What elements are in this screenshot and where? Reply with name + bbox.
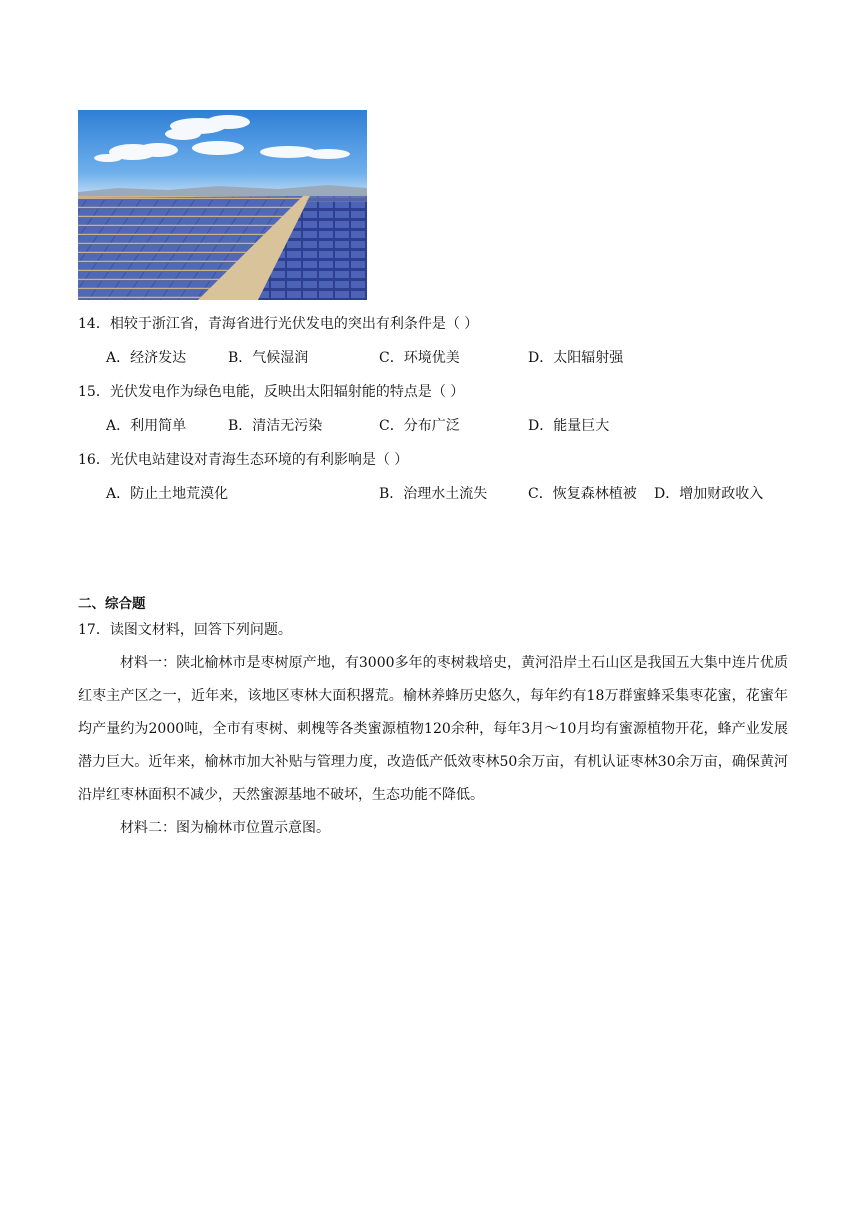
q14-option-c: C．环境优美 [379,350,460,366]
q14-option-b: B．气候湿润 [228,350,309,366]
q14-option-d: D．太阳辐射强 [528,350,624,366]
question-14-stem: 14．相较于浙江省，青海省进行光伏发电的突出有利条件是（ ） [78,316,479,332]
q15-option-c: C．分布广泛 [379,418,460,434]
q16-option-d: D．增加财政收入 [654,486,764,502]
q15-option-a: A．利用简单 [106,418,187,434]
material-one-paragraph: 材料一：陕北榆林市是枣树原产地，有3000多年的枣树栽培史，黄河沿岸土石山区是我国五大集中连片优质红枣主产区之一，近年来，该地区枣林大面积撂荒。榆林养蜂历史悠久，每年约有18万群蜜蜂采集枣花蜜，花蜜年均产量约为2000吨，全市有枣树、刺槐等各类蜜源植物120余种，每年3月～10月均有蜜源植物开花，蜂产业发展潜力巨大。近年来，榆林市加大补贴与管理力度，改造低产低效枣林50余万亩，有机认证枣林30余万亩，确保黄河沿岸红枣林面积不减少，天然蜜源基地不破坏，生态功能不降低。 [78,655,788,803]
question-15-stem: 15．光伏发电作为绿色电能，反映出太阳辐射能的特点是（ ） [78,384,465,400]
q15-option-d: D．能量巨大 [528,418,610,434]
q15-option-b: B．清洁无污染 [228,418,323,434]
material-two-paragraph: 材料二：图为榆林市位置示意图。 [120,820,330,836]
q16-option-c: C．恢复森林植被 [528,486,637,502]
q16-option-a: A．防止土地荒漠化 [106,486,229,502]
question-16-stem: 16．光伏电站建设对青海生态环境的有利影响是（ ） [78,452,409,468]
solar-farm-photo [78,110,367,300]
section-heading: 二、综合题 [78,596,146,612]
question-17-stem: 17．读图文材料，回答下列问题。 [78,622,292,638]
solar-panel-field-image [78,110,367,300]
q14-option-a: A．经济发达 [106,350,187,366]
q16-option-b: B．治理水土流失 [379,486,488,502]
